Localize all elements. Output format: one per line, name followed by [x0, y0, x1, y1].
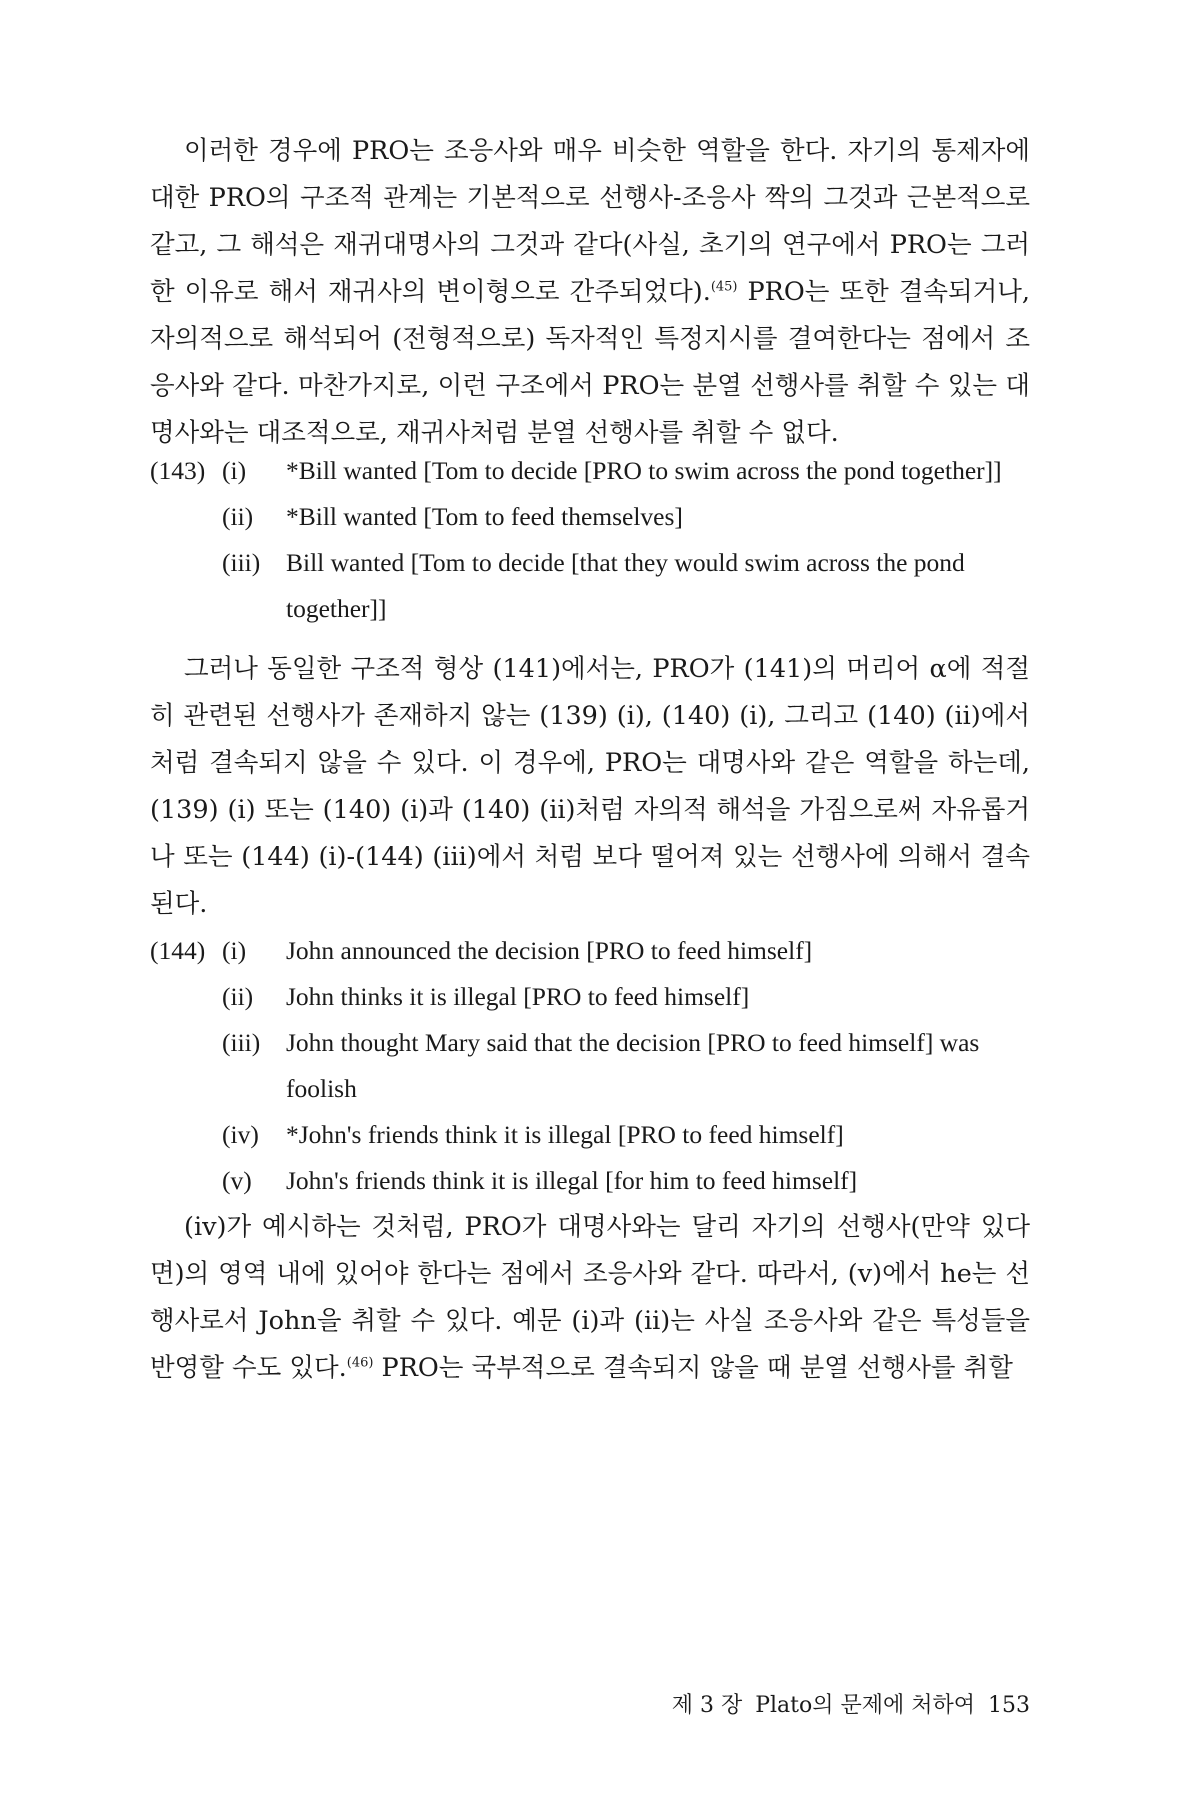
item-label: (i)	[222, 456, 247, 485]
running-footer	[640, 1688, 1030, 1719]
example-144-row-1	[150, 928, 1030, 974]
item-label: (iii)	[222, 548, 261, 577]
paragraph-2	[150, 646, 1030, 928]
item-text: *John's friends think it is illegal [PRO to feed himself]	[286, 1120, 844, 1149]
indent-spacer	[150, 540, 222, 632]
example-144-row-5	[150, 1158, 1030, 1204]
item-text: John thinks it is illegal [PRO to feed himself]	[286, 982, 750, 1011]
item-text: *Bill wanted [Tom to feed themselves]	[286, 502, 683, 531]
example-143-row-1	[150, 448, 1030, 494]
page-number: 153	[988, 1693, 1030, 1718]
example-143	[150, 448, 1030, 632]
item-label: (v)	[222, 1166, 252, 1195]
item-text: John's friends think it is illegal [for him to feed himself]	[286, 1166, 858, 1195]
chapter-label: 제 3 장	[671, 1693, 743, 1718]
paragraph-1	[150, 128, 1030, 457]
item-label: (iii)	[222, 1028, 261, 1057]
example-number: (143)	[150, 456, 206, 485]
paragraph-3-text: (iv)가 예시하는 것처럼, PRO가 대명사와는 달리 자기의 선행사(만약 있다면)의 영역 내에 있어야 한다는 점에서 조응사와 같다. 따라서, (v)에서 he는 선행사로서 John을 취할 수 있다. 예문 (i)과 (ii)는 사실 조응사와 같은 특성들을 반영할 수도 있다.	[150, 1212, 1030, 1383]
example-144-row-4	[150, 1112, 1030, 1158]
example-144	[150, 928, 1030, 1204]
item-label: (ii)	[222, 982, 254, 1011]
paragraph-3	[150, 1204, 1030, 1392]
indent-spacer	[150, 1158, 222, 1204]
item-label: (ii)	[222, 502, 254, 531]
paragraph-2-text: 그러나 동일한 구조적 형상 (141)에서는, PRO가 (141)의 머리어 α에 적절히 관련된 선행사가 존재하지 않는 (139) (i), (140) (i), 그리고 (140) (ii)에서처럼 결속되지 않을 수 있다. 이 경우에, PRO는 대명사와 같은 역할을 하는데, (139) (i) 또는 (140) (i)과 (140) (ii)처럼 자의적 해석을 가짐으로써 자유롭거나 또는 (144) (i)-(144) (iii)에서 처럼 보다 떨어져 있는 선행사에 의해서 결속된다.	[150, 654, 1030, 919]
chapter-title: Plato의 문제에 처하여	[755, 1693, 975, 1718]
example-143-row-2	[150, 494, 1030, 540]
paragraph-1-text: 이러한 경우에 PRO는 조응사와 매우 비슷한 역할을 한다. 자기의 통제자에 대한 PRO의 구조적 관계는 기본적으로 선행사-조응사 짝의 그것과 근본적으로 같고, 그 해석은 재귀대명사의 그것과 같다(사실, 초기의 연구에서 PRO는 그러한 이유로 해서 재귀사의 변이형으로 간주되었다).	[150, 136, 1030, 307]
footnote-marker-46: (46)	[346, 1355, 374, 1371]
example-144-row-3	[150, 1020, 1030, 1112]
footnote-marker-45: (45)	[710, 279, 738, 295]
item-label: (i)	[222, 936, 247, 965]
item-text: *Bill wanted [Tom to decide [PRO to swim across the pond together]]	[286, 456, 1002, 485]
item-text: Bill wanted [Tom to decide [that they would swim across the pond together]]	[286, 548, 965, 623]
indent-spacer	[150, 1112, 222, 1158]
indent-spacer	[150, 974, 222, 1020]
paragraph-1-tail: PRO는 또한 결속되거나, 자의적으로 해석되어 (전형적으로) 독자적인 특정지시를 결여한다는 점에서 조응사와 같다. 마찬가지로, 이런 구조에서 PRO는 분열 선행사를 취할 수 있는 대명사와는 대조적으로, 재귀사처럼 분열 선행사를 취할 수 없다.	[150, 277, 1030, 448]
indent-spacer	[150, 1020, 222, 1112]
indent-spacer	[150, 494, 222, 540]
example-144-row-2	[150, 974, 1030, 1020]
paragraph-3-tail: PRO는 국부적으로 결속되지 않을 때 분열 선행사를 취할	[373, 1353, 1013, 1383]
item-text: John thought Mary said that the decision [PRO to feed himself] was foolish	[286, 1028, 980, 1103]
item-label: (iv)	[222, 1120, 259, 1149]
example-143-row-3	[150, 540, 1030, 632]
example-number: (144)	[150, 936, 206, 965]
item-text: John announced the decision [PRO to feed himself]	[286, 936, 813, 965]
